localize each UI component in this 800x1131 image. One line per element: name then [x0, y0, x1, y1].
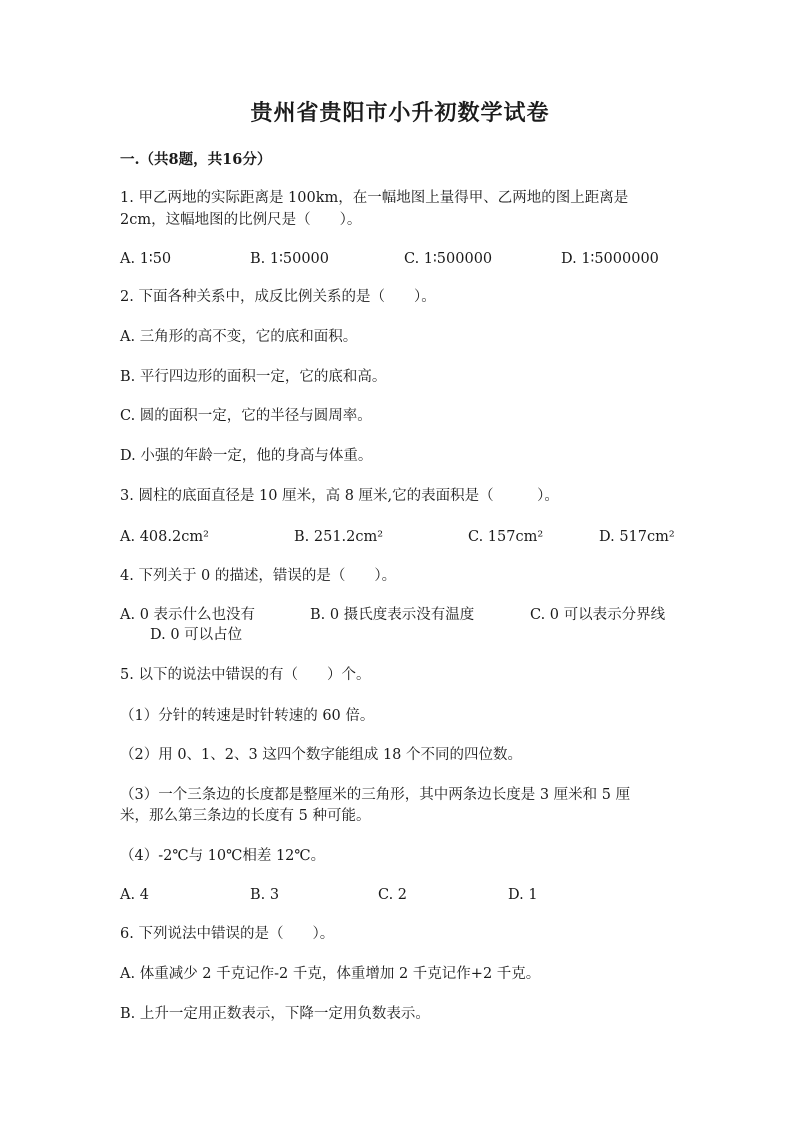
q5-option-d: D. 1: [508, 887, 538, 903]
q5-option-c: C. 2: [378, 887, 408, 903]
q6-option-a: A. 体重减少 2 千克记作-2 千克，体重增加 2 千克记作+2 千克。: [120, 966, 541, 982]
q3-option-d: D. 517cm²: [599, 529, 675, 545]
q6-option-b: B. 上升一定用正数表示，下降一定用负数表示。: [120, 1006, 430, 1022]
q4-option-a: A. 0 表示什么也没有: [120, 607, 256, 623]
q5-statement-1: （1）分针的转速是时针转速的 60 倍。: [120, 708, 375, 724]
q1-option-a: A. 1∶50: [120, 251, 172, 267]
q5-option-b: B. 3: [250, 887, 280, 903]
q1-option-c: C. 1∶500000: [404, 251, 493, 267]
q2-stem: 2. 下面各种关系中，成反比例关系的是（ ）。: [120, 289, 436, 305]
q1-stem-line2: 2cm，这幅地图的比例尺是（ ）。: [120, 212, 362, 228]
q1-option-d: D. 1∶5000000: [561, 251, 659, 267]
q4-option-d: D. 0 可以占位: [150, 627, 243, 643]
q5-statement-3-line1: （3）一个三条边的长度都是整厘米的三角形，其中两条边长度是 3 厘米和 5 厘: [120, 787, 631, 803]
q4-option-b: B. 0 摄氏度表示没有温度: [310, 607, 475, 623]
q3-option-b: B. 251.2cm²: [294, 529, 384, 545]
q2-option-d: D. 小强的年龄一定，他的身高与体重。: [120, 448, 373, 464]
q3-option-a: A. 408.2cm²: [120, 529, 209, 545]
q5-stem: 5. 以下的说法中错误的有（ ）个。: [120, 667, 371, 683]
q5-statement-3-line2: 米，那么第三条边的长度有 5 种可能。: [120, 808, 371, 824]
q6-stem: 6. 下列说法中错误的是（ ）。: [120, 926, 335, 942]
q5-statement-2: （2）用 0、1、2、3 这四个数字能组成 18 个不同的四位数。: [120, 747, 523, 763]
q3-stem: 3. 圆柱的底面直径是 10 厘米，高 8 厘米,它的表面积是（ ）。: [120, 488, 559, 504]
q4-option-c: C. 0 可以表示分界线: [530, 607, 666, 623]
section-heading: 一.（共8题，共16分）: [120, 151, 272, 168]
q2-option-c: C. 圆的面积一定，它的半径与圆周率。: [120, 408, 372, 424]
q5-option-a: A. 4: [120, 887, 149, 903]
q2-option-b: B. 平行四边形的面积一定，它的底和高。: [120, 369, 387, 385]
q1-option-b: B. 1∶50000: [250, 251, 329, 267]
q4-stem: 4. 下列关于 0 的描述，错误的是（ ）。: [120, 568, 397, 584]
q2-option-a: A. 三角形的高不变，它的底和面积。: [120, 329, 358, 345]
q1-stem-line1: 1. 甲乙两地的实际距离是 100km，在一幅地图上量得甲、乙两地的图上距离是: [120, 190, 629, 206]
q5-statement-4: （4）-2℃与 10℃相差 12℃。: [120, 848, 326, 864]
q3-option-c: C. 157cm²: [468, 529, 544, 545]
page-title: 贵州省贵阳市小升初数学试卷: [250, 100, 550, 126]
